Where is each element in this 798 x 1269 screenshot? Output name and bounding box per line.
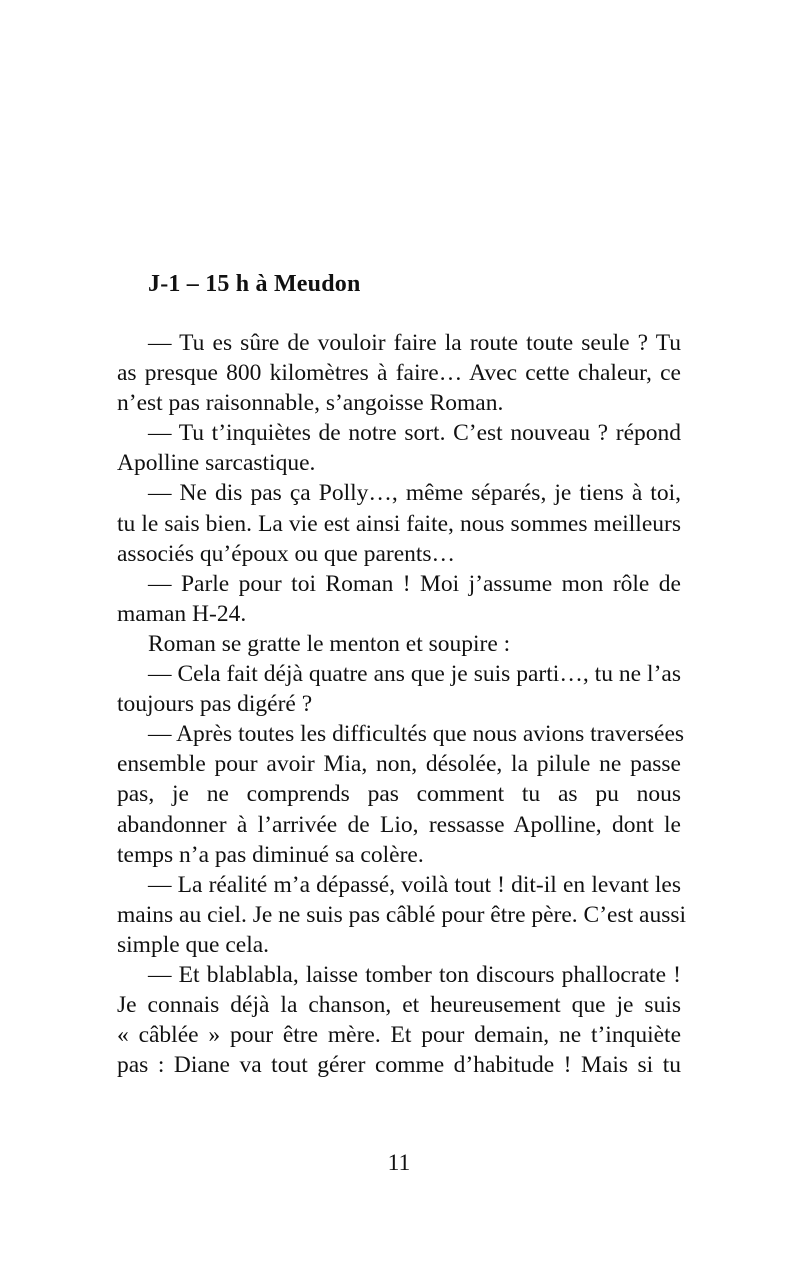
chapter-title: J-1 – 15 h à Meudon: [148, 271, 361, 297]
text-line: n’est pas raisonnable, s’angoisse Roman.: [117, 390, 504, 417]
text-line: — Ne dis pas ça Polly…, même séparés, je tiens à toi,: [148, 480, 681, 507]
text-line: — Tu es sûre de vouloir faire la route toute seule ? Tu: [148, 330, 681, 356]
text-line: tu le sais bien. La vie est ainsi faite, nous sommes meilleurs: [117, 510, 681, 537]
text-line: simple que cela.: [117, 931, 270, 958]
text-line: — Tu t’inquiètes de notre sort. C’est nouveau ? répond: [148, 420, 681, 447]
text-line: maman H-24.: [117, 600, 247, 627]
text-line: pas : Diane va tout gérer comme d’habitude ! Mais si tu: [117, 1052, 681, 1079]
text-line: pas, je ne comprends pas comment tu as pu nous: [117, 781, 681, 808]
text-line: — Après toutes les difficultés que nous avions traversées: [148, 721, 685, 748]
text-line: Roman se gratte le menton et soupire :: [148, 630, 511, 657]
text-line: as presque 800 kilomètres à faire… Avec cette chaleur, ce: [117, 360, 681, 387]
body-text: [117, 328, 687, 1080]
text-line: — Parle pour toi Roman ! Moi j’assume mon rôle de: [148, 570, 681, 597]
page-number: 11: [387, 1150, 411, 1176]
text-line: Je connais déjà la chanson, et heureusement que je suis: [117, 992, 681, 1019]
text-line: temps n’a pas diminué sa colère.: [117, 841, 424, 868]
text-line: — Cela fait déjà quatre ans que je suis parti…, tu ne l’as: [148, 661, 681, 688]
text-line: — Et blablabla, laisse tomber ton discours phallocrate !: [148, 961, 681, 988]
text-line: — La réalité m’a dépassé, voilà tout ! dit-il en levant les: [148, 871, 681, 898]
text-line: toujours pas digéré ?: [117, 691, 313, 718]
text-line: ensemble pour avoir Mia, non, désolée, la pilule ne passe: [117, 751, 681, 778]
text-line: associés qu’époux ou que parents…: [117, 540, 456, 567]
text-line: Apolline sarcastique.: [117, 450, 316, 477]
text-line: mains au ciel. Je ne suis pas câblé pour être père. C’est aussi: [117, 901, 687, 928]
text-line: abandonner à l’arrivée de Lio, ressasse Apolline, dont le: [117, 811, 681, 838]
text-line: « câblée » pour être mère. Et pour demain, ne t’inquiète: [117, 1022, 681, 1049]
